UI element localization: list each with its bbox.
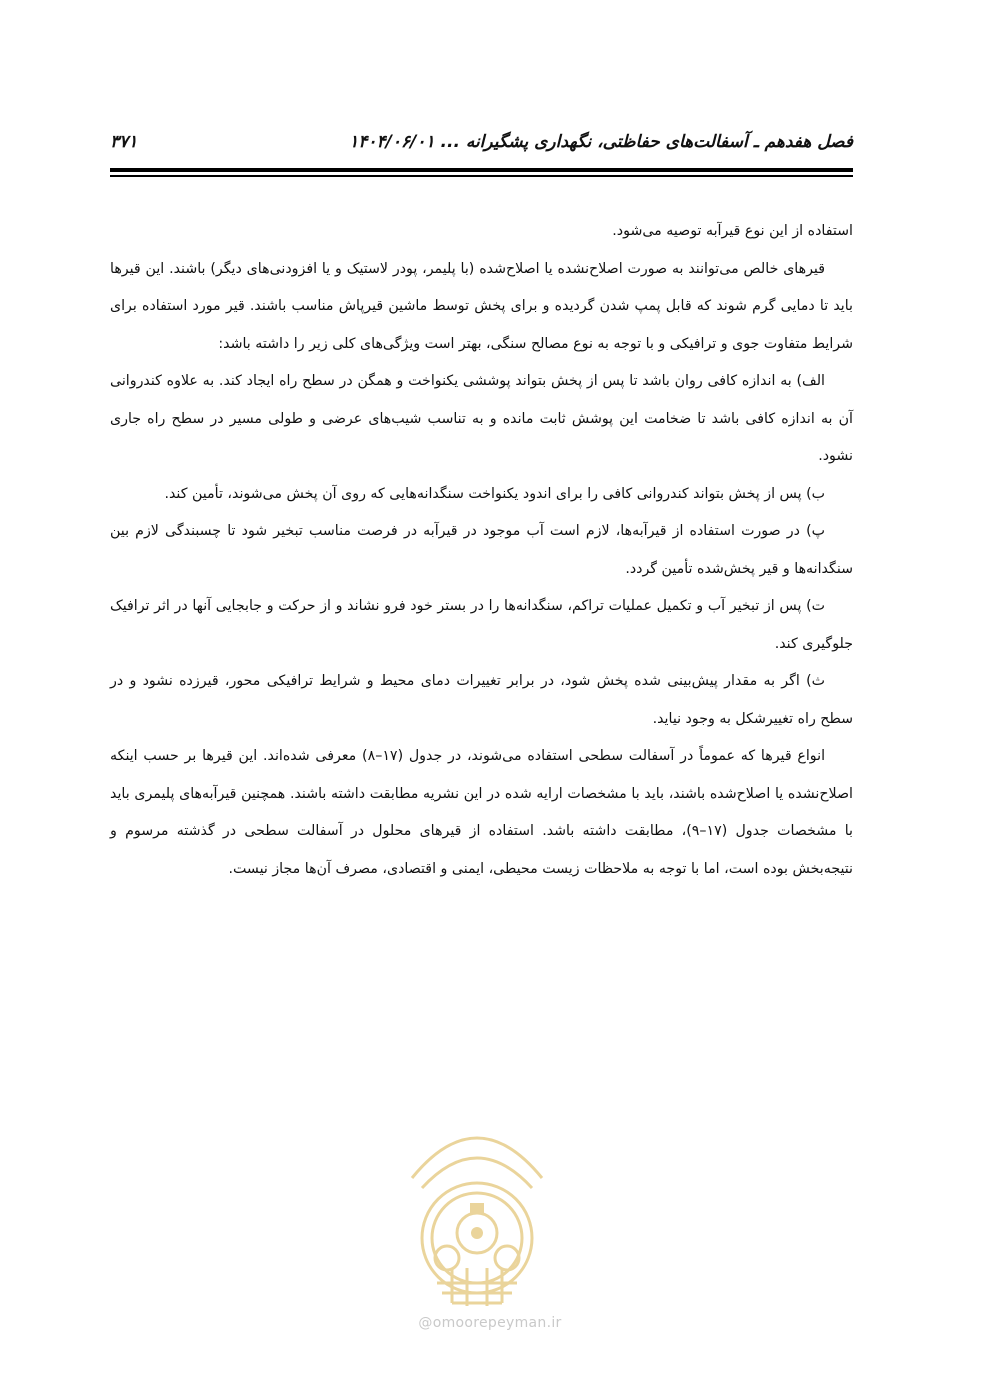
watermark-url: @omoorepeyman.ir <box>418 1315 562 1331</box>
paragraph: انواع قیرها که عموماً در آسفالت سطحی استفاده می‌شوند، در جدول (۱۷–۸) معرفی شده‌اند. این قیرها بر حسب اینکه اصلاح‌نشده یا اصلاح‌شده باشند، باید با مشخصات ارایه شده در این نشریه مطابقت داشته باشند. همچنین قیرآبه‌های پلیمری باید با مشخصات جدول (۱۷–۹)، مطابقت داشته باشد. استفاده از قیرهای محلول در آسفالت سطحی در گذشته مرسوم و نتیجه‌بخش بوده است، اما با توجه به ملاحظات زیست محیطی، ایمنی و اقتصادی، مصرف آن‌ها مجاز نیست. <box>110 748 853 877</box>
watermark-logo <box>392 1108 562 1313</box>
list-item-te: ت) پس از تبخیر آب و تکمیل عملیات تراکم، سنگدانه‌ها را در بستر خود فرو نشاند و از حرکت و جابجایی آنها در اثر ترافیک جلوگیری کند. <box>110 598 853 652</box>
list-item-se: ث) اگر به مقدار پیش‌بینی شده پخش شود، در برابر تغییرات دمای محیط و شرایط ترافیکی محور، قیرزده نشود و در سطح راه تغییرشکل به وجود نیاید. <box>110 673 853 727</box>
list-item-alef: الف) به اندازه کافی روان باشد تا پس از پخش بتواند پوششی یکنواخت و همگن در سطح راه ایجاد کند. به علاوه کندروانی آن به اندازه کافی باشد تا ضخامت این پوشش ثابت مانده و به تناسب شیب‌های عرضی و طولی مسیر در سطح راه جاری نشود. <box>110 373 853 464</box>
paragraph: استفاده از این نوع قیرآبه توصیه می‌شود. <box>612 223 853 239</box>
body-text <box>110 213 853 888</box>
page-number: ۳۷۱ <box>110 132 138 152</box>
chapter-title: فصل هفدهم ـ آسفالت‌های حفاظتی، نگهداری پشگیرانه ... ۱۴۰۴/۰۶/۰۱ <box>349 132 853 152</box>
list-item-pe: پ) در صورت استفاده از قیرآبه‌ها، لازم است آب موجود در قیرآبه در فرصت مناسب تبخیر شود تا چسبندگی لازم بین سنگدانه‌ها و قیر پخش‌شده تأمین گردد. <box>110 523 853 577</box>
list-item-be: ب) پس از پخش بتواند کندروانی کافی را برای اندود یکنواخت سنگدانه‌هایی که روی آن پخش می‌شوند، تأمین کند. <box>164 485 825 502</box>
header-rule-thin <box>110 175 853 177</box>
paragraph: قیرهای خالص می‌توانند به صورت اصلاح‌نشده یا اصلاح‌شده (با پلیمر، پودر لاستیک و یا افزودنی‌های دیگر) باشند. این قیرها باید تا دمایی گرم شوند که قابل پمپ شدن گردیده و برای پخش توسط ماشین قیرپاش مناسب باشند. قیر مورد استفاده برای شرایط متفاوت جوی و ترافیکی و با توجه به نوع مصالح سنگی، بهتر است ویژگی‌های کلی زیر را داشته باشد: <box>110 260 853 352</box>
page-header <box>110 128 853 164</box>
header-rule-thick <box>110 168 853 172</box>
